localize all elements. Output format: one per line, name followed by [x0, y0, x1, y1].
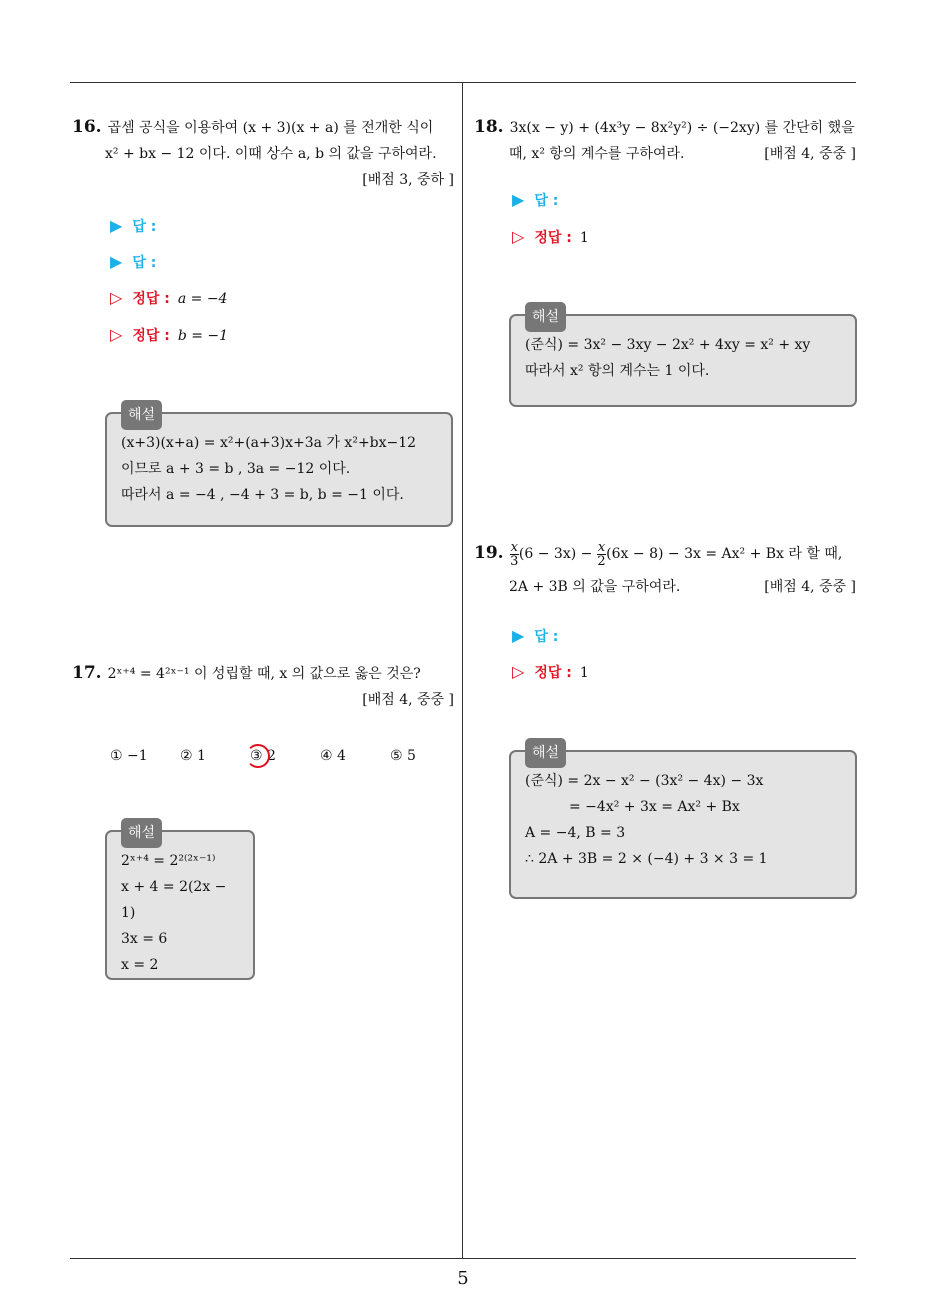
problem-18-line2: 때, x² 항의 계수를 구하여라.	[509, 146, 685, 162]
solution-line: 이므로 a + 3 = b , 3a = −12 이다.	[121, 461, 351, 477]
problem-16-correct-1: ▷ 정답 : a = −4	[110, 288, 228, 307]
play-triangle-icon: ▶	[512, 626, 525, 645]
problem-19-line2: 2A + 3B 의 값을 구하여라.	[509, 578, 681, 595]
choice-2[interactable]: ② 1	[180, 748, 206, 764]
solution-line: (준식) = 3x² − 3xy − 2x² + 4xy = x² + xy	[525, 337, 811, 353]
solution-line: 2ˣ⁺⁴ = 2²⁽²ˣ⁻¹⁾	[121, 853, 216, 869]
play-triangle-icon: ▶	[110, 216, 123, 235]
solution-tag: 해설	[525, 738, 566, 768]
problem-16-answer-1[interactable]: ▶ 답 :	[110, 216, 157, 235]
problem-18-answer[interactable]: ▶ 답 :	[512, 190, 559, 209]
solution-line: 따라서 x² 항의 계수는 1 이다.	[525, 363, 710, 379]
choice-5[interactable]: ⑤ 5	[390, 748, 416, 764]
problem-18-score: [배점 4, 중중 ]	[764, 146, 856, 162]
problem-19-answer[interactable]: ▶ 답 :	[512, 626, 559, 645]
solution-line: 3x = 6	[121, 931, 168, 947]
problem-17-score: [배점 4, 중중 ]	[362, 692, 454, 708]
bottom-rule	[70, 1258, 856, 1259]
solution-tag: 해설	[121, 818, 162, 848]
solution-line: x = 2	[121, 957, 159, 973]
outline-triangle-icon: ▷	[512, 662, 525, 681]
fraction-x-over-3: $\frac{x}{3}$	[510, 539, 519, 569]
problem-16-solution	[105, 407, 453, 527]
problem-18	[474, 114, 856, 167]
problem-17-line1: 17. 2ˣ⁺⁴ = 4²ˣ⁻¹ 이 성립할 때, x 의 값으로 옳은 것은?	[72, 663, 421, 683]
problem-16-line2: x² + bx − 12 이다. 이때 상수 a, b 의 값을 구하여라.	[105, 146, 437, 162]
outline-triangle-icon: ▷	[110, 325, 123, 344]
solution-line: (준식) = 2x − x² − (3x² − 4x) − 3x	[525, 773, 764, 789]
problem-16-score: [배점 3, 중하 ]	[362, 172, 454, 188]
choice-3[interactable]: ③ 2	[250, 748, 276, 764]
problem-18-correct: ▷ 정답 : 1	[512, 227, 589, 246]
solution-line: 따라서 a = −4 , −4 + 3 = b, b = −1 이다.	[121, 487, 404, 503]
problem-19	[474, 540, 856, 600]
outline-triangle-icon: ▷	[512, 227, 525, 246]
solution-tag: 해설	[525, 302, 566, 332]
solution-line: x + 4 = 2(2x − 1)	[121, 879, 227, 921]
fraction-x-over-2: $\frac{x}{2}$	[597, 539, 606, 569]
outline-triangle-icon: ▷	[110, 288, 123, 307]
play-triangle-icon: ▶	[512, 190, 525, 209]
problem-19-line1: 19. $\frac{x}{3}$ (6 − 3x) − $\frac{x}{2}$ (6x − 8) − 3x = Ax² + Bx 라 할 때,	[474, 539, 843, 569]
problem-18-solution	[509, 309, 857, 407]
problem-17	[72, 660, 454, 713]
choice-1[interactable]: ① −1	[110, 748, 148, 764]
problem-19-solution	[509, 745, 857, 899]
problem-17-number: 17.	[72, 663, 102, 683]
choice-4[interactable]: ④ 4	[320, 748, 346, 764]
play-triangle-icon: ▶	[110, 252, 123, 271]
problem-18-line1: 18. 3x(x − y) + (4x³y − 8x²y²) ÷ (−2xy) 를 간단히 했을	[474, 117, 855, 137]
solution-tag: 해설	[121, 400, 162, 430]
top-rule	[70, 82, 856, 83]
problem-18-number: 18.	[474, 117, 504, 137]
page-number: 5	[457, 1268, 469, 1289]
problem-16-answer-2[interactable]: ▶ 답 :	[110, 252, 157, 271]
problem-16-correct-2: ▷ 정답 : b = −1	[110, 325, 229, 344]
problem-16-line1: 16. 곱셈 공식을 이용하여 (x + 3)(x + a) 를 전개한 식이	[72, 117, 434, 137]
solution-line: A = −4, B = 3	[525, 825, 626, 841]
problem-16	[72, 114, 454, 193]
selected-circle-icon	[246, 744, 270, 768]
problem-19-score: [배점 4, 중중 ]	[764, 578, 856, 595]
problem-19-correct: ▷ 정답 : 1	[512, 662, 589, 681]
column-divider	[462, 83, 463, 1258]
solution-line: ∴ 2A + 3B = 2 × (−4) + 3 × 3 = 1	[525, 851, 768, 867]
solution-line: (x+3)(x+a) = x²+(a+3)x+3a 가 x²+bx−12	[121, 435, 417, 451]
problem-19-number: 19.	[474, 543, 504, 563]
solution-line: = −4x² + 3x = Ax² + Bx	[569, 799, 740, 815]
problem-16-number: 16.	[72, 117, 102, 137]
problem-17-solution	[105, 825, 255, 980]
